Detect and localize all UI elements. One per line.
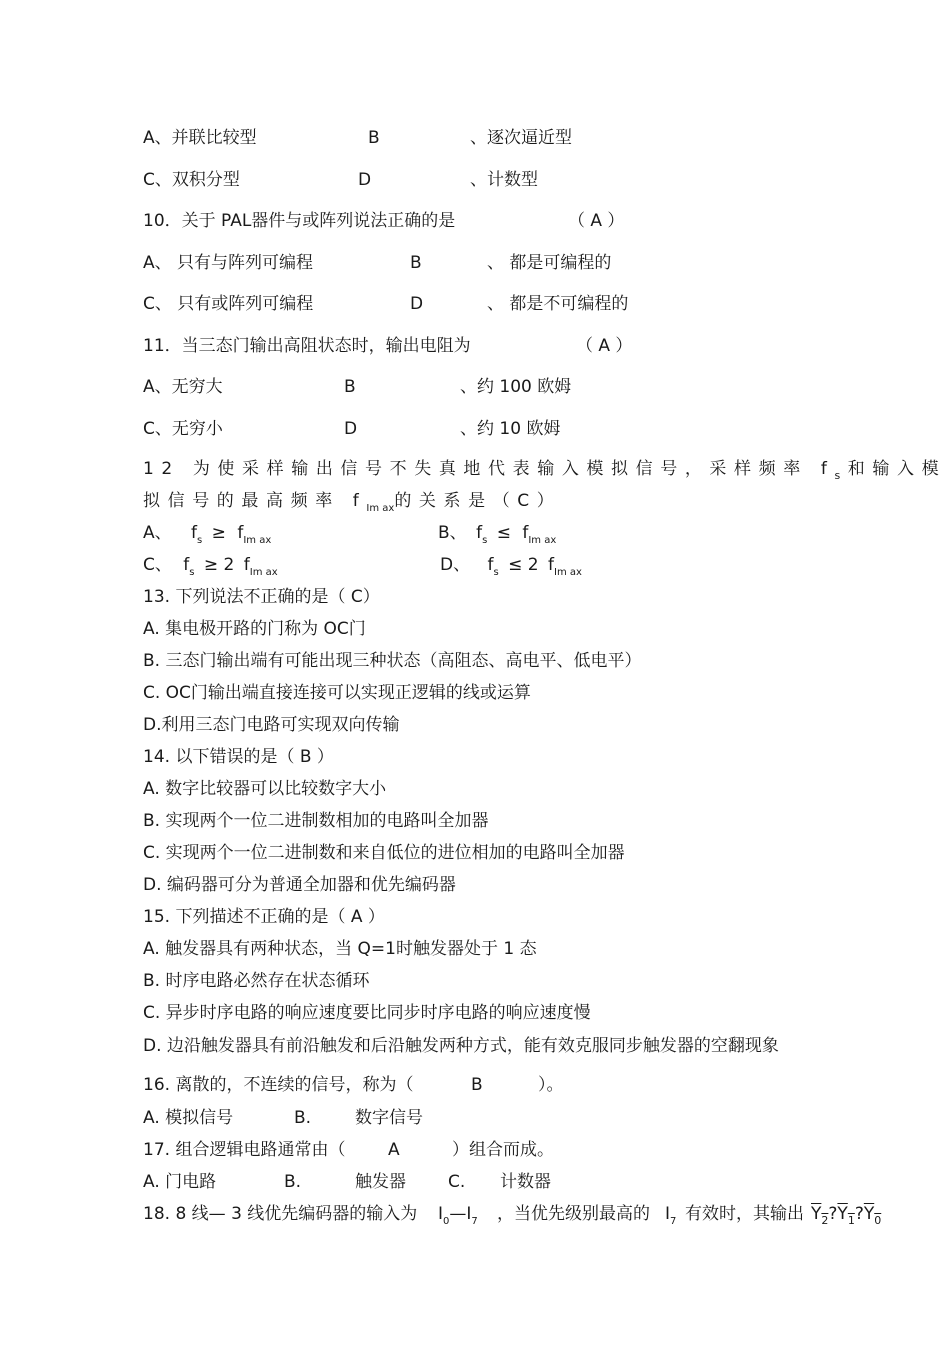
q12-option-a-fmax-sub: Im ax [243, 535, 272, 546]
q10-option-d-letter: D [410, 294, 424, 314]
q12-stem-line2-end: 的关系是（C） [394, 491, 562, 511]
q16-option-b-text: 数字信号 [355, 1108, 423, 1128]
q18-output-y2-sub: 2 [821, 1214, 829, 1227]
q17-stem: 17. 组合逻辑电路通常由（ [143, 1140, 346, 1160]
q12-option-c-fmax: f [243, 555, 250, 575]
q11-answer: （ A ） [576, 336, 633, 356]
q12-option-c [143, 554, 278, 579]
q12-option-c-f-sub: s [189, 567, 195, 578]
q17-stem-end: ）组合而成。 [452, 1140, 554, 1160]
q12-option-c-f: f [183, 555, 190, 575]
q12-option-b-f: f [476, 523, 483, 543]
q18-output-y1: $\overline{Y}$ [837, 1204, 848, 1224]
q13-option-c: C. OC门输出端直接连接可以实现正逻辑的线或运算 [143, 683, 531, 703]
q12-option-c-operator: ≥ 2 [203, 555, 235, 575]
q10-option-b-letter: B [410, 253, 422, 273]
q18-input-range [438, 1203, 478, 1228]
q14-stem: 14. 以下错误的是（ B ） [143, 747, 334, 767]
q16-stem-end: ）。 [538, 1075, 564, 1095]
q12-option-d [440, 554, 582, 579]
q16-answer: B [471, 1075, 483, 1095]
q12-option-b-operator: ≤ [496, 523, 511, 543]
q10-answer: （ A ） [568, 211, 625, 231]
q16-stem: 16. 离散的，不连续的信号，称为（ [143, 1075, 414, 1095]
q13-option-d: D.利用三态门电路可实现双向传输 [143, 715, 400, 735]
q18-output-separator-2: ? [854, 1204, 864, 1224]
q11-option-d-letter: D [344, 419, 358, 439]
q18-highest-i7-sub: 7 [670, 1216, 677, 1227]
q12-option-b-fmax-sub: Im ax [528, 535, 557, 546]
q15-option-b: B. 时序电路必然存在状态循环 [143, 971, 370, 991]
q12-option-a-label: A、 [143, 523, 172, 543]
q12-stem-line2-text: 拟信号的最高频率 f [143, 491, 367, 511]
q9-option-c: C、双积分型 [143, 170, 240, 190]
q12-option-a-operator: ≥ [211, 523, 226, 543]
q18-outputs [811, 1203, 881, 1227]
q12-stem-line1 [143, 458, 946, 482]
q18-text-part3: 有效时，其输出 [685, 1204, 804, 1224]
q14-option-a: A. 数字比较器可以比较数字大小 [143, 779, 387, 799]
q12-option-d-fmax: f [548, 555, 554, 575]
q18-output-y1-sub: 1 [847, 1214, 855, 1227]
q12-option-c-fmax-sub: Im ax [249, 567, 278, 578]
q16-option-a: A. 模拟信号 [143, 1108, 234, 1128]
q13-stem: 13. 下列说法不正确的是（ C） [143, 587, 380, 607]
q18-text-part1: 18. 8 线— 3 线优先编码器的输入为 [143, 1204, 418, 1224]
q18-highest-input [665, 1203, 676, 1228]
q12-stem-line1-text: 12 为使采样输出信号不失真地代表输入模拟信号，采样频率 f [143, 459, 835, 479]
q18-input-i7: I [466, 1204, 472, 1224]
q11-option-b-letter: B [344, 377, 356, 397]
q12-option-b [438, 522, 556, 547]
q9-option-d-text: 、计数型 [470, 170, 538, 190]
q10-option-b-text: 、 都是可编程的 [487, 253, 612, 273]
q12-option-a-f-sub: s [197, 535, 203, 546]
q14-option-c: C. 实现两个一位二进制数和来自低位的进位相加的电路叫全加器 [143, 843, 625, 863]
q18-output-separator-1: ? [828, 1204, 838, 1224]
q10-option-c: C、 只有或阵列可编程 [143, 294, 314, 314]
q18-input-i7-sub: 7 [471, 1216, 478, 1227]
q15-option-d: D. 边沿触发器具有前沿触发和后沿触发两种方式，能有效克服同步触发器的空翻现象 [143, 1036, 779, 1056]
q18-output-y0: $\overline{Y}$ [863, 1204, 875, 1224]
q17-option-c-text: 计数器 [500, 1172, 551, 1192]
q12-option-a-fmax: f [237, 523, 244, 543]
q11-option-c: C、无穷小 [143, 419, 223, 439]
q12-option-d-label: D、 [440, 555, 471, 575]
q18-text-part2: ，当优先级别最高的 [497, 1204, 650, 1224]
q9-option-d-letter: D [358, 170, 372, 190]
q12-option-d-fmax-sub: Im ax [554, 567, 582, 578]
q15-option-c: C. 异步时序电路的响应速度要比同步时序电路的响应速度慢 [143, 1003, 591, 1023]
q11-option-a: A、无穷大 [143, 377, 223, 397]
q11-option-d-text: 、约 10 欧姆 [460, 419, 561, 439]
q12-option-a [143, 522, 271, 547]
q10-option-a: A、 只有与阵列可编程 [143, 253, 314, 273]
q12-option-b-label: B、 [438, 523, 467, 543]
q18-highest-i7: I [665, 1204, 671, 1224]
q12-stem-line1-subscript: s [834, 469, 848, 482]
q17-option-b-text: 触发器 [355, 1172, 406, 1192]
q15-option-a: A. 触发器具有两种状态，当 Q=1时触发器处于 1 态 [143, 939, 537, 959]
q17-option-a: A. 门电路 [143, 1172, 217, 1192]
q12-option-a-f: f [191, 523, 198, 543]
q14-option-d: D. 编码器可分为普通全加器和优先编码器 [143, 875, 456, 895]
q12-stem-line2 [143, 490, 561, 515]
q12-option-b-f-sub: s [482, 535, 488, 546]
q18-input-i0-sub: 0 [443, 1216, 450, 1227]
q17-answer: A [388, 1140, 400, 1160]
q9-option-a: A、并联比较型 [143, 128, 257, 148]
q12-option-d-f: f [487, 555, 494, 575]
q11-stem: 11．当三态门输出高阻状态时，输出电阻为 [143, 336, 471, 356]
q12-stem-line2-subscript: Im ax [366, 503, 395, 514]
q13-option-a: A. 集电极开路的门称为 OC门 [143, 619, 366, 639]
q9-option-b-letter: B [368, 128, 380, 148]
q13-option-b: B. 三态门输出端有可能出现三种状态（高阻态、高电平、低电平） [143, 651, 642, 671]
q18-output-y2: $\overline{Y}$ [811, 1204, 822, 1224]
q18-input-i0: I [438, 1204, 444, 1224]
q12-option-d-f-sub: s [493, 567, 499, 578]
q12-option-c-label: C、 [143, 555, 172, 575]
q9-option-b-text: 、逐次逼近型 [470, 128, 572, 148]
q10-option-d-text: 、 都是不可编程的 [487, 294, 629, 314]
q12-option-d-operator: ≤ 2 [508, 555, 539, 575]
q14-option-b: B. 实现两个一位二进制数相加的电路叫全加器 [143, 811, 489, 831]
q11-option-b-text: 、约 100 欧姆 [460, 377, 572, 397]
q17-option-c-letter: C. [448, 1172, 466, 1192]
q15-stem: 15. 下列描述不正确的是（ A ） [143, 907, 385, 927]
q16-option-b-letter: B. [294, 1108, 312, 1128]
q12-option-b-fmax: f [522, 523, 529, 543]
q10-stem: 10．关于 PAL器件与或阵列说法正确的是 [143, 211, 456, 231]
q17-option-b-letter: B. [284, 1172, 302, 1192]
q18-output-y0-sub: 0 [874, 1214, 882, 1227]
q18-input-dash: — [449, 1204, 467, 1224]
q12-stem-line1-end: 和输入模 [847, 459, 947, 479]
